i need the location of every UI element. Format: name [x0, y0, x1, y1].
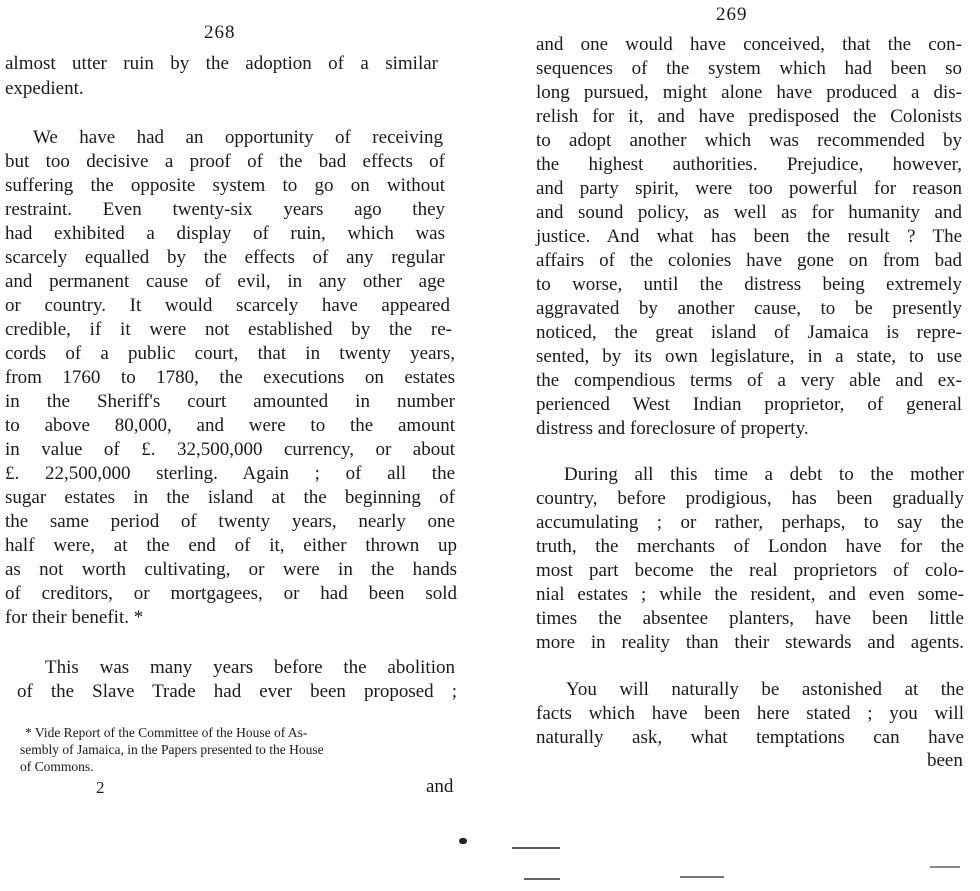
- text-line: sented, by its own legislature, in a state, to use: [536, 346, 962, 367]
- scan-smudge: [524, 878, 560, 880]
- text-line: noticed, the great island of Jamaica is repre-: [536, 322, 962, 343]
- text-line: and one would have conceived, that the con-: [536, 34, 962, 55]
- text-line: times the absentee planters, have been little: [536, 608, 964, 629]
- text-line: relish for it, and have predisposed the Colonists: [536, 106, 962, 127]
- signature-mark: 2: [96, 778, 105, 797]
- text-line: to above 80,000, and were to the amount: [5, 415, 455, 436]
- text-line: and party spirit, were too powerful for reason: [536, 178, 962, 199]
- text-line: During all this time a debt to the mother: [564, 464, 964, 485]
- text-line: £. 22,500,000 sterling. Again ; of all the: [5, 463, 455, 484]
- text-line: the same period of twenty years, nearly one: [5, 511, 455, 532]
- text-line: aggravated by another cause, to be presently: [536, 298, 962, 319]
- text-line: You will naturally be astonished at the: [566, 679, 964, 700]
- footnote-line: sembly of Jamaica, in the Papers presented to the House: [20, 742, 324, 757]
- text-line: facts which have been here stated ; you will: [536, 703, 964, 724]
- scan-smudge: [930, 866, 960, 868]
- text-line: most part become the real proprietors of colo-: [536, 560, 964, 581]
- text-line: from 1760 to 1780, the executions on estates: [5, 367, 455, 388]
- text-line: This was many years before the abolition: [45, 657, 455, 678]
- text-line: justice. And what has been the result ? The: [536, 226, 962, 247]
- text-line: in the Sheriff's court amounted in number: [5, 391, 455, 412]
- text-line: more in reality than their stewards and agents.: [536, 632, 964, 653]
- text-line: to worse, until the distress being extremely: [536, 274, 962, 295]
- text-line: the highest authorities. Prejudice, however,: [536, 154, 962, 175]
- text-line: affairs of the colonies have gone on from bad: [536, 250, 962, 271]
- catchword: been: [927, 750, 963, 771]
- text-line: and sound policy, as well as for humanity and: [536, 202, 962, 223]
- text-line: sequences of the system which had been so: [536, 58, 962, 79]
- text-line: long pursued, might alone have produced a dis-: [536, 82, 962, 103]
- text-line: credible, if it were not established by the re-: [5, 319, 452, 340]
- text-line: perienced West Indian proprietor, of general: [536, 394, 962, 415]
- text-line: the compendious terms of a very able and ex-: [536, 370, 962, 391]
- text-line: and permanent cause of evil, in any other age: [5, 271, 445, 292]
- footnote-line: of Commons.: [20, 759, 94, 774]
- footnote-line: * Vide Report of the Committee of the House of As-: [25, 725, 308, 740]
- text-line: half were, at the end of it, either thrown up: [5, 535, 457, 556]
- text-line: for their benefit. *: [5, 607, 144, 628]
- text-line: We have had an opportunity of receiving: [33, 127, 443, 148]
- text-line: in value of £. 32,500,000 currency, or about: [5, 439, 455, 460]
- text-line: country, before prodigious, has been gradually: [536, 488, 964, 509]
- text-line: cords of a public court, that in twenty years,: [5, 343, 455, 364]
- text-line: but too decisive a proof of the bad effects of: [5, 151, 445, 172]
- left-page-number: 268: [204, 22, 236, 43]
- text-line: had exhibited a display of ruin, which was: [5, 223, 445, 244]
- text-line: distress and foreclosure of property.: [536, 418, 809, 439]
- text-line: sugar estates in the island at the beginning of: [5, 487, 455, 508]
- right-page-number: 269: [716, 4, 748, 25]
- text-line: restraint. Even twenty-six years ago they: [5, 199, 445, 220]
- text-line: nial estates ; while the resident, and even some-: [536, 584, 964, 605]
- ink-blot: [459, 838, 467, 844]
- text-line: of the Slave Trade had ever been proposed ;: [17, 681, 457, 702]
- text-line: almost utter ruin by the adoption of a similar: [5, 53, 438, 74]
- text-line: as not worth cultivating, or were in the hands: [5, 559, 457, 580]
- scan-smudge: [512, 847, 560, 849]
- text-line: accumulating ; or rather, perhaps, to say the: [536, 512, 964, 533]
- text-line: expedient.: [5, 78, 84, 99]
- text-line: truth, the merchants of London have for the: [536, 536, 964, 557]
- text-line: or country. It would scarcely have appeared: [5, 295, 450, 316]
- scan-smudge: [680, 876, 724, 878]
- text-line: naturally ask, what temptations can have: [536, 727, 964, 748]
- text-line: of creditors, or mortgagees, or had been sold: [5, 583, 457, 604]
- text-line: to adopt another which was recommended by: [536, 130, 962, 151]
- text-line: suffering the opposite system to go on without: [5, 175, 445, 196]
- catchword: and: [426, 776, 454, 797]
- text-line: scarcely equalled by the effects of any regular: [5, 247, 445, 268]
